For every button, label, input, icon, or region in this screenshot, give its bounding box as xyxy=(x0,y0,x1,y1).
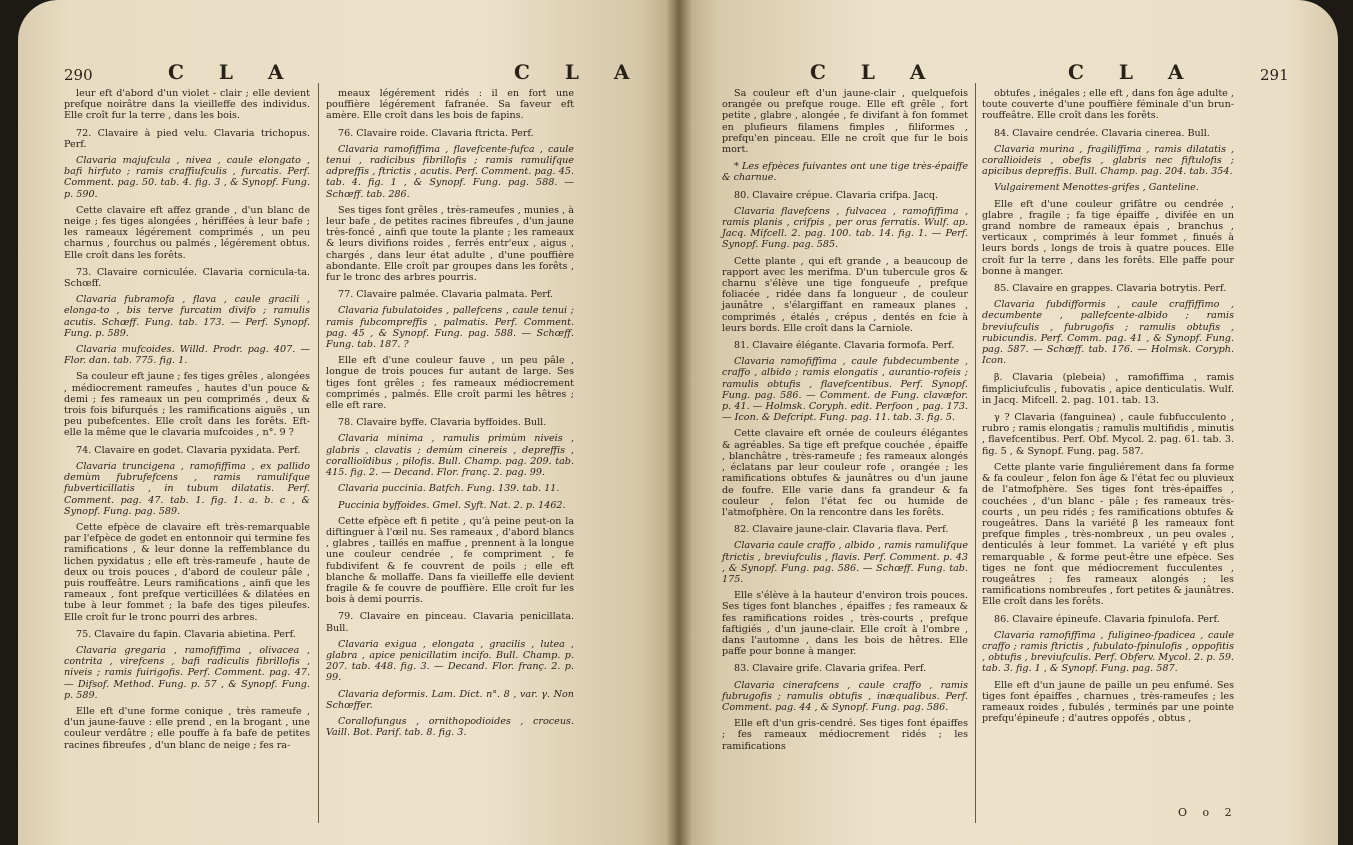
paragraph: Clavaria deformis. Lam. Dict. n°. 8 , var. γ. Non Schœffer. xyxy=(326,688,574,711)
paragraph: 77. Clavaire palmée. Clavaria palmata. Perf. xyxy=(338,289,554,301)
paragraph: Clavaria fubulatoides , pallefcens , caule tenui ; ramis fubcompreffis , palmatis. Perf. Comment. pag. 45 , & Synopf. Fung. pag. 588. — Schœff. Fung. tab. 187. ? xyxy=(326,305,574,351)
paragraph: Clavaria murina , fragiliffima , ramis dilatatis , corallioideis , obefis , glabris nec fiftulofis ; apicibus depreffis. Bull. Champ. pag. 204. tab. 354. xyxy=(982,143,1234,178)
paragraph: Clavaria truncigena , ramofiffima , ex pallido demùm fubrufefcens , ramis ramulifque fubverticillatis , in tubum dilatatis. Perf. Comment. pag. 47. tab. 1. fig. 1. a. b. c , & Synopf. Fung. pag. 589. xyxy=(64,460,310,517)
page-number-left: 290 xyxy=(64,66,93,84)
book-gutter xyxy=(666,0,692,845)
paragraph: β. Clavaria (plebeia) , ramofiffima , ramis fimpliciufculis , fubovatis , apice denticulatis. Wulf. in Jacq. Mifcell. 2. pag. 101. tab. 13. xyxy=(982,372,1234,406)
paragraph: 74. Clavaire en godet. Clavaria pyxidata. Perf. xyxy=(76,444,301,456)
paragraph: 75. Clavaire du fapin. Clavaria abietina. Perf. xyxy=(76,628,296,640)
signature-mark: O o 2 xyxy=(1178,806,1238,819)
paragraph: Ses tiges font grêles , très-rameufes , munies , à leur bafe , de petites racines fibreufes , d'un jaune très-foncé , ainfi que toute la plante ; les rameaux & leurs divifions roides , ferrés entr'eux , aigus , chargés , dans leur état adulte , d'une pouffière abondante. Elle croît par groupes dans les forêts , fur le tronc des arbres pourris. xyxy=(326,204,574,284)
paragraph: Clavaria caule craffo , albido , ramis ramulifque ftrictis , breviufculis , flavis. Perf. Comment. p. 43 , & Synopf. Fung. pag. 586. — Schœff. Fung. tab. 175. xyxy=(722,540,968,585)
paragraph: Sa couleur eft d'un jaune-clair , quelquefois orangée ou prefque rouge. Elle eft grêle , fort petite , glabre , alongée , fe divifant à fon fommet en plufieurs filamens fimples , filiformes , prefqu'en pinceau. Elle ne croît que fur le bois mort. xyxy=(722,88,968,156)
column-rule-right xyxy=(975,83,976,823)
paragraph: 81. Clavaire élégante. Clavaria formofa. Perf. xyxy=(734,340,955,352)
paragraph: 79. Clavaire en pinceau. Clavaria penicillata. Bull. xyxy=(326,611,574,634)
paragraph: Cette efpèce eft fi petite , qu'à peine peut-on la diftinguer à l'œil nu. Ses rameaux , d'abord blancs , glabres , taillés en maffue , prennent à la longue une couleur cendrée , fe compriment , fe fubdivifent & fe couvrent de poils ; elle eft blanche & mollaffe. Dans fa vieilleffe elle devient fragile & fe couvre de pouffière. Elle croît fur les bois à demi pourris. xyxy=(326,515,574,606)
paragraph: Elle eft d'un gris-cendré. Ses tiges font épaiffes ; fes rameaux médiocrement ridés ; les ramifications xyxy=(722,718,968,752)
paragraph: 86. Clavaire épineufe. Clavaria fpinulofa. Perf. xyxy=(994,613,1220,625)
paragraph: Clavaria minima , ramulis primùm niveis , glabris , clavatis ; demùm cinereis , depreffis , corallioïdibus , pilofis. Bull. Champ. pag. 209. tab. 415. fig. 2. — Decand. Flor. franç. 2. pag. 99. xyxy=(326,433,574,479)
paragraph: meaux légérement ridés : il en fort une pouffière légérement fafranée. Sa faveur eft amère. Elle croît dans les bois de fapins. xyxy=(326,88,574,122)
paragraph: Elle eft d'un jaune de paille un peu enfumé. Ses tiges font épaiffes , charnues , très-rameufes ; les rameaux roides , fubulés , terminés par une pointe prefqu'épineufe ; d'autres oppofés , obtus , xyxy=(982,679,1234,725)
paragraph: 82. Clavaire jaune-clair. Clavaria flava. Perf. xyxy=(734,524,949,536)
paragraph: Clavaria ramofiffima , flavefcente-fufca , caule tenui , radicibus fibrillofis ; ramis ramulifque adpreffis , ftrictis , acutis. Perf. Comment. pag. 45. tab. 4. fig. 1 , & Synopf. Fung. pag. 588. — Schœff. tab. 286. xyxy=(326,143,574,200)
paragraph: Cette plante varie finguliérement dans fa forme & fa couleur , felon fon âge & l'état fec ou pluvieux de l'atmofphère. Ses tiges font très-épaiffes , couchées , d'un blanc - pâle ; fes rameaux très-courts , un peu ridés ; fes ramifications obtufes & rougeâtres. Dans la variété β les rameaux font prefque fimples , très-nombreux , un peu ovales , denticulés à leur fommet. La variété γ eft plus remarquable , & forme peut-être une efpèce. Ses tiges ne font que médiocrement fucculentes , rougeâtres ; fes rameaux alongés ; les ramifications nombreufes , fort petites & jaunâtres. Elle croît dans les forêts. xyxy=(982,461,1234,608)
right-page xyxy=(678,0,1338,845)
paragraph: Clavaria puccinia. Batfch. Fung. 139. tab. 11. xyxy=(338,483,560,495)
paragraph: Clavaria fubdifformis , caule craffiffimo , decumbente , pallefcente-albido ; ramis breviufculis , fubrugofis ; ramulis obtufis , rubicundis. Perf. Comm. pag. 41 , & Synopf. Fung. pag. 587. — Schœff. tab. 176. — Holmsk. Coryph. Icon. xyxy=(982,299,1234,367)
paragraph: Sa couleur eft jaune ; fes tiges grêles , alongées , médiocrement rameufes , hautes d'un pouce & demi ; fes rameaux un peu comprimés , deux & trois fois bifurqués ; les ramifications aiguës , un peu pubefcentes. Elle croît dans les forêts. Eft-elle la même que le clavaria mufcoides , n°. 9 ? xyxy=(64,371,310,439)
paragraph: Corallofungus , ornithopodioides , croceus. Vaill. Bot. Parif. tab. 8. fig. 3. xyxy=(326,715,574,739)
paragraph: Elle s'élève à la hauteur d'environ trois pouces. Ses tiges font blanches , épaiffes ; fes rameaux & fes ramifications roides , très-courts , prefque faftigiés , d'un jaune-clair. Elle croît à l'ombre , dans l'automne , dans les bois de hêtres. Elle paffe pour bonne à manger. xyxy=(722,590,968,658)
paragraph: * Les efpèces fuivantes ont une tige très-épaiffe & charnue. xyxy=(722,161,968,184)
column-rule-left xyxy=(318,83,319,823)
paragraph: Elle eft d'une couleur grifâtre ou cendrée , glabre , fragile ; fa tige épaiffe , divifée en un grand nombre de rameaux épais , branchus , verticaux , comprimés à leur fommet , finués à leurs bords , longs de trois à quatre pouces. Elle croît fur la terre , dans les forêts. Elle paffe pour bonne à manger. xyxy=(982,198,1234,277)
paragraph: obtufes , inégales ; elle eft , dans fon âge adulte , toute couverte d'une pouffière féminale d'un brun-rouffeâtre. Elle croît dans les forêts. xyxy=(982,88,1234,122)
paragraph: Clavaria flavefcens , fulvacea , ramofiffima , ramis planis , crifpis , per oras ferratis. Wulf. ap. Jacq. Mifcell. 2. pag. 100. tab. 14. fig. 1. — Perf. Synopf. Fung. pag. 585. xyxy=(722,205,968,251)
left-page xyxy=(18,0,678,845)
paragraph: Cette efpèce de clavaire eft très-remarquable par l'efpèce de godet en entonnoir qui termine fes ramifications , & leur donne la reffemblance du lichen pyxidatus ; elle eft très-rameufe , haute de deux ou trois pouces , d'abord de couleur pâle , puis rouffeâtre. Leurs ramifications , ainfi que les rameaux , font prefque verticillées & dilatées en tube à leur fommet ; la bafe des tiges pileufes. Elle croît fur le tronc pourri des arbres. xyxy=(64,521,310,623)
paragraph: Clavaria majufcula , nivea , caule elongato , bafi hirfuto ; ramis craffiufculis , furcatis. Perf. Comment. pag. 50. tab. 4. fig. 3 , & Synopf. Fung. p. 590. xyxy=(64,155,310,200)
paragraph: 73. Clavaire corniculée. Clavaria cornicula-ta. Schœff. xyxy=(64,266,310,290)
running-head-right-1: C L A xyxy=(810,60,940,84)
running-head-left-1: C L A xyxy=(168,60,298,84)
paragraph: Clavaria exigua , elongata , gracilis , lutea , glabra , apice penicillatim incifo. Bull. Champ. p. 207. tab. 448. fig. 3. — Decand. Flor. franç. 2. p. 99. xyxy=(326,638,574,684)
paragraph: Cette clavaire eft affez grande , d'un blanc de neige ; fes tiges alongées , hériffées à leur bafe ; les rameaux légérement comprimés , un peu charnus , fourchus ou palmés , légérement obtus. Elle croît dans les forêts. xyxy=(64,204,310,261)
paragraph: leur eft d'abord d'un violet - clair ; elle devient prefque noirâtre dans la vieilleffe des individus. Elle croît fur la terre , dans les bois. xyxy=(64,88,310,122)
paragraph: 80. Clavaire crépue. Clavaria crifpa. Jacq. xyxy=(734,189,939,201)
paragraph: 76. Clavaire roide. Clavaria ftricta. Perf. xyxy=(338,127,534,139)
left-column-2 xyxy=(326,88,574,743)
paragraph: 72. Clavaire à pied velu. Clavaria trichopus. Perf. xyxy=(64,127,310,150)
paragraph: Clavaria fubramofa , flava , caule gracili , elonga-to , bis terve furcatim divifo ; ramulis acutis. Schœff. Fung. tab. 173. — Perf. Synopf. Fung. p. 589. xyxy=(64,294,310,339)
paragraph: 85. Clavaire en grappes. Clavaria botrytis. Perf. xyxy=(994,283,1227,295)
paragraph: Vulgairement Menottes-grifes , Ganteline. xyxy=(994,182,1199,194)
paragraph: Clavaria gregaria , ramofiffima , olivacea , contrita , virefcens , bafi radiculis fibrillofis , niveis ; ramis fuirigofis. Perf. Comment. pag. 47. — Difsof. Method. Fung. p. 57 , & Synopf. Fung. p. 589. xyxy=(64,644,310,701)
paragraph: γ ? Clavaria (fanguinea) , caule fubfucculento , rubro ; ramis elongatis ; ramulis multifidis , minutis , flavefcentibus. Perf. Obf. Mycol. 2. pag. 61. tab. 3. fig. 5 , & Synopf. Fung. pag. 587. xyxy=(982,412,1234,457)
paragraph: Elle eft d'une couleur fauve , un peu pâle , longue de trois pouces fur autant de large. Ses tiges font grêles ; fes rameaux médiocrement comprimés , palmés. Elle croît parmi les hêtres ; elle eft rare. xyxy=(326,355,574,412)
paragraph: Clavaria ramofiffima , fuligineo-fpadicea , caule craffo ; ramis ftrictis , fubulato-fpinulofis , oppofitis , obtufis , breviufculis. Perf. Obferv. Mycol. 2. p. 59. tab. 3. fig. 1 , & Synopf. Fung. pag. 587. xyxy=(982,629,1234,675)
book-spread xyxy=(18,0,1338,845)
paragraph: Clavaria ramofiffima , caule fubdecumbente , craffo , albido ; ramis elongatis , aurantio-rofeis ; ramulis obtufis , flavefcentibus. Perf. Synopf. Fung. pag. 586. — Comment. de Fung. clavæfor. p. 41. — Holmsk. Coryph. edit. Perfoon , pag. 173. — Icon. & Defcript. Fung. pag. 11. tab. 3. fig. 5. xyxy=(722,356,968,424)
paragraph: 84. Clavaire cendrée. Clavaria cinerea. Bull. xyxy=(994,127,1210,139)
running-head-right-2: C L A xyxy=(1068,60,1198,84)
page-number-right: 291 xyxy=(1260,66,1289,84)
paragraph: Cette clavaire eft ornée de couleurs élégantes & agréables. Sa tige eft prefque couchée , épaiffe , blanchâtre , très-rameufe ; fes rameaux alongés , éclatans par leur couleur rofe , orangée ; les ramifications obtufes & jaunâtres ou d'un jaune de foufre. Elle varie dans fa grandeur & fa couleur , felon l'état fec ou humide de l'atmofphère. On la rencontre dans les forêts. xyxy=(722,428,968,518)
paragraph: Clavaria cinerafcens , caule craffo , ramis fubrugofis ; ramulis obtufis , inæqualibus. Perf. Comment. pag. 44 , & Synopf. Fung. pag. 586. xyxy=(722,679,968,713)
paragraph: 83. Clavaire grife. Clavaria grifea. Perf. xyxy=(734,663,927,675)
paragraph: Puccinia byffoides. Gmel. Syft. Nat. 2. p. 1462. xyxy=(338,499,566,511)
right-column-1 xyxy=(722,88,968,757)
paragraph: 78. Clavaire byffe. Clavaria byffoides. Bull. xyxy=(338,417,547,429)
paragraph: Cette plante , qui eft grande , a beaucoup de rapport avec les merifma. D'un tubercule gros & charnu s'élève une tige fongueufe , prefque foliacée , ridée dans fa longueur , de couleur jaunâtre , s'élargiffant en rameaux planes , comprimés , étalés , crépus , dentés en fcie à leurs bords. Elle croît dans la Carniole. xyxy=(722,255,968,334)
left-column-1 xyxy=(64,88,310,756)
running-head-left-2: C L A xyxy=(514,60,644,84)
paragraph: Elle eft d'une forme conique , très rameufe , d'un jaune-fauve : elle prend , en la brogant , une couleur verdâtre ; elle pouffe à fa bafe de petites racines fibreufes , d'un blanc de neige ; fes ra- xyxy=(64,705,310,751)
paragraph: Clavaria mufcoides. Willd. Prodr. pag. 407. — Flor. dan. tab. 775. fig. 1. xyxy=(64,344,310,367)
right-column-2 xyxy=(982,88,1234,729)
